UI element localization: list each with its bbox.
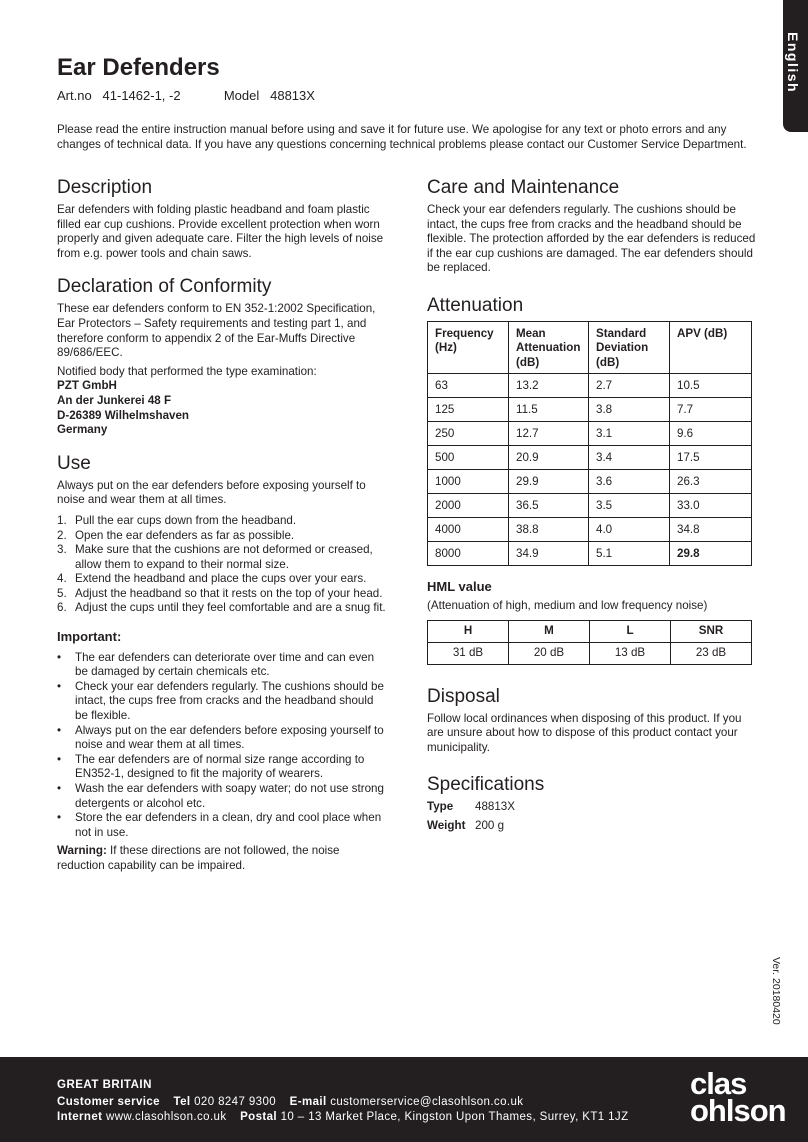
step-item: 6. Adjust the cups until they feel comfortable and are a snug fit.: [57, 601, 386, 615]
hml-subtitle: (Attenuation of high, medium and low frequency noise): [427, 599, 708, 613]
conformity-heading: Declaration of Conformity: [57, 276, 272, 298]
description-section: [57, 176, 387, 261]
important-item: • Store the ear defenders in a clean, dry and cool place when not in use.: [57, 811, 382, 839]
footer-tel: 020 8247 9300: [194, 1096, 277, 1108]
important-heading: Important:: [57, 629, 122, 645]
table-row: 2000 36.5 3.5 33.0: [428, 494, 752, 518]
disposal-text: Follow local ordinances when disposing of this product. If you are unsure about how to dispose of this product contact your municipality.: [427, 711, 742, 754]
page-title: Ear Defenders: [57, 54, 220, 81]
model-value: 48813X: [270, 88, 315, 103]
step-item: 4. Extend the headband and place the cups over your ears.: [57, 572, 367, 586]
use-section: [57, 452, 387, 616]
conformity-text: These ear defenders conform to EN 352-1:2002 Specification, Ear Protectors – Safety requirements and testing part 1, and therefore conform to appendix 2 of the Ear-Muffs Directive 89/686/EEC.: [57, 302, 376, 360]
art-no-value: 41-1462-1, -2: [102, 88, 181, 103]
step-item: 5. Adjust the headband so that it rests on the top of your head.: [57, 586, 383, 600]
footer-contact-line: Customer service Tel 020 8247 9300 E-mail customerservice@clasohlson.co.uk: [57, 1096, 524, 1108]
address-line-2: An der Junkerei 48 F: [57, 393, 172, 407]
spec-weight-row: Weight 200 g: [427, 819, 505, 833]
intro-text: Please read the entire instruction manual before using and save it for future use. We apologise for any text or photo errors and any changes of technical data. If you have any questions concerning technical problems please contact our Customer Service Department.: [57, 123, 747, 151]
care-heading: Care and Maintenance: [427, 177, 620, 198]
footer-email[interactable]: customerservice@clasohlson.co.uk: [330, 1096, 524, 1108]
hml-heading: HML value: [427, 579, 492, 595]
important-section: [57, 630, 387, 874]
important-item: • The ear defenders can deteriorate over time and can even be damaged by certain chemicals etc.: [57, 650, 375, 679]
hml-table: [427, 620, 752, 665]
brand-logo: clas ohlson: [690, 1066, 786, 1128]
use-heading: Use: [57, 452, 91, 474]
attenuation-table: [427, 321, 752, 567]
language-label: English: [785, 32, 801, 94]
article-line: [57, 88, 315, 103]
header-mean: Mean Attenuation (dB): [509, 321, 589, 374]
table-row: 63 13.2 2.7 10.5: [428, 374, 752, 398]
care-text: Check your ear defenders regularly. The cushions should be intact, the cups free from cracks and the headband should be flexible. The protection afforded by the ear defenders is reduced if the ear cup cushions are damaged. The ear defenders should be replaced.: [427, 203, 756, 275]
notified-body-text: Notified body that performed the type examination:: [57, 364, 317, 378]
left-column: [57, 176, 387, 874]
language-tab: [783, 0, 808, 132]
important-item: • Check your ear defenders regularly. The cushions should be intact, the cups free from cracks and the headband should be flexible.: [57, 679, 384, 723]
description-heading: Description: [57, 177, 153, 198]
disposal-heading: Disposal: [427, 685, 500, 707]
use-steps: [57, 514, 387, 616]
table-row: 250 12.7 3.1 9.6: [428, 422, 752, 446]
footer: [0, 1057, 808, 1142]
description-text: Ear defenders with folding plastic headband and foam plastic filled ear cup cushions. Provide excellent protection when worn properly and given adequate care. Filter the high levels of noise from e.g. power tools and chain saws.: [57, 203, 384, 260]
header-std-dev: Standard Deviation (dB): [589, 321, 670, 374]
warning-text: Warning: If these directions are not followed, the noise reduction capability can be impaired.: [57, 844, 340, 872]
spec-type-row: Type 48813X: [427, 800, 515, 814]
important-item: • The ear defenders are of normal size range according to EN352-1, designed to fit the majority of wearers.: [57, 752, 365, 781]
conformity-section: [57, 275, 387, 437]
use-intro: Always put on the ear defenders before exposing yourself to noise and wear them at all times.: [57, 478, 366, 507]
attenuation-section: [427, 294, 757, 567]
footer-postal: 10 – 13 Market Place, Kingston Upon Thames, Surrey, KT1 1JZ: [280, 1111, 629, 1123]
important-item: • Wash the ear defenders with soapy water; do not use strong detergents or alcohol etc.: [57, 782, 384, 810]
footer-address-line: Internet www.clasohlson.co.uk Postal 10 – 13 Market Place, Kingston Upon Thames, Surrey, KT1 1JZ: [57, 1111, 629, 1123]
address-line-3: D-26389 Wilhelmshaven: [57, 408, 189, 422]
disposal-section: [427, 685, 757, 756]
art-no-label: Art.no: [57, 88, 92, 103]
table-row: 500 20.9 3.4 17.5: [428, 446, 752, 470]
address-line-4: Germany: [57, 423, 108, 437]
hml-header-row: H M L SNR: [428, 620, 752, 642]
table-header-row: [428, 321, 752, 374]
footer-website[interactable]: www.clasohlson.co.uk: [105, 1111, 227, 1123]
step-item: 3. Make sure that the cushions are not deformed or creased, allow them to expand to their normal size.: [57, 543, 373, 571]
footer-country: GREAT BRITAIN: [57, 1079, 152, 1091]
hml-value-row: 31 dB 20 dB 13 dB 23 dB: [428, 642, 752, 664]
table-row: 8000 34.9 5.1 29.8: [428, 542, 752, 566]
header-frequency: Frequency (Hz): [428, 321, 509, 374]
specifications-section: [427, 773, 757, 833]
warning-label: Warning:: [57, 844, 107, 858]
important-item: • Always put on the ear defenders before exposing yourself to noise and wear them at all times.: [57, 723, 384, 752]
important-list: [57, 651, 387, 841]
version-label: Ver. 20180420: [770, 957, 782, 1025]
care-section: [427, 176, 757, 276]
table-row: 1000 29.9 3.6 26.3: [428, 470, 752, 494]
table-row: 4000 38.8 4.0 34.8: [428, 518, 752, 542]
specifications-heading: Specifications: [427, 774, 545, 796]
model-label: Model: [223, 88, 260, 103]
header-apv: APV (dB): [670, 321, 752, 374]
step-item: 2. Open the ear defenders as far as possible.: [57, 528, 295, 542]
step-item: 1. Pull the ear cups down from the headband.: [57, 513, 297, 527]
hml-section: [427, 580, 757, 664]
address-line-1: PZT GmbH: [57, 379, 117, 393]
right-column: [427, 176, 757, 838]
table-row: 125 11.5 3.8 7.7: [428, 398, 752, 422]
attenuation-heading: Attenuation: [427, 294, 524, 316]
